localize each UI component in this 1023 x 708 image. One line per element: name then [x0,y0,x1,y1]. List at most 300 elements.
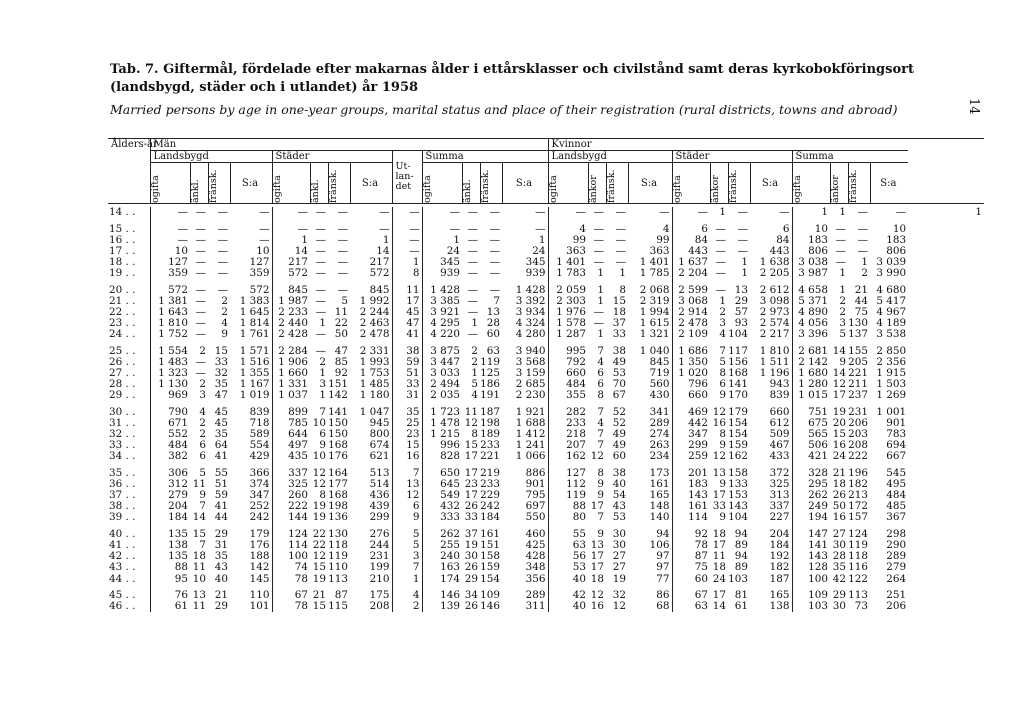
data-cell: 1 [792,207,830,218]
data-cell: 53 [548,562,588,573]
data-cell: 1 350 [672,357,710,368]
data-cell: 4 189 [876,317,907,330]
data-cell: 183 [886,233,907,246]
data-cell: 99 [656,233,670,246]
age-cell: 18 . . [109,256,136,269]
data-cell: 572 [272,268,310,279]
data-cell: 30 [832,538,847,551]
women-total-col-2-label: fränsk. [847,169,859,204]
data-cell: 184 [769,538,790,551]
data-cell: 184 [480,511,500,524]
data-cell: 14 [272,246,310,257]
data-cell: 4 890 [792,307,830,318]
data-cell: 2 [839,306,847,319]
data-cell: 153 [728,489,749,502]
data-cell: 560 [649,378,670,391]
data-cell: 2 428 [272,329,310,340]
data-cell: 33 [392,379,422,390]
data-cell: — [615,233,627,246]
data-cell: 163 [422,562,462,573]
data-cell: — [857,233,869,246]
data-cell: 154 [728,428,749,441]
data-cell: 313 [769,489,790,502]
data-cell: 146 [480,599,500,612]
data-cell: 1 554 [150,346,190,357]
data-cell: 218 [548,429,588,440]
data-cell: 40 [548,574,588,585]
data-cell: 6 [392,501,422,512]
women-total-col-0 [792,163,830,204]
data-cell: 1 331 [272,379,310,390]
data-cell: 1 993 [359,355,390,368]
data-cell: 5 [471,378,478,391]
data-cell: 8 [471,428,478,441]
data-cell: — [615,206,627,219]
women-rural-col-1 [588,163,606,204]
data-cell: 148 [649,500,670,513]
data-cell: 208 [369,599,390,612]
data-cell: 176 [249,538,270,551]
data-cell: 12 [712,450,727,463]
data-cell: 1 [538,233,546,246]
data-cell: — [217,206,228,219]
data-cell: 41 [214,450,228,463]
data-cell: 100 [792,574,830,585]
table-row [108,246,984,257]
data-cell: — [737,233,749,246]
data-cell: 175 [369,588,390,601]
data-cell: 24 [712,572,727,585]
women-rural-col-3-label: S:a [640,177,658,189]
data-cell: 719 [649,367,670,380]
data-cell: — [195,256,206,269]
age-cell: 30 . . [109,405,136,418]
data-cell: 124 [848,527,869,540]
data-cell: 3 921 [422,307,462,318]
data-cell: 572 [150,285,190,296]
data-cell: 341 [649,405,670,418]
data-cell: 22 [312,538,326,551]
data-cell: 1 688 [515,416,546,429]
data-cell: 233 [480,439,500,452]
data-cell: 35 [214,550,228,563]
data-cell: 161 [672,501,710,512]
data-cell: — [857,206,869,219]
data-cell: 14 [376,245,390,258]
data-cell: — [835,245,847,258]
data-cell: 29 [734,294,749,307]
data-cell: — [467,206,478,219]
data-cell: 37 [612,317,627,330]
data-cell: 40 [548,601,588,612]
data-cell: 467 [769,439,790,452]
data-cell: 89 [734,538,749,551]
data-cell: 2 681 [792,346,830,357]
data-cell: — [857,245,869,258]
data-cell: 81 [734,588,749,601]
data-cell: 45 [392,307,422,318]
data-cell: 2 284 [272,346,310,357]
table-row [108,562,984,573]
data-cell: 222 [272,501,310,512]
data-cell: 276 [369,527,390,540]
data-cell: 3 033 [422,368,462,379]
data-cell: 201 [672,468,710,479]
data-cell: — [315,283,326,296]
data-cell: 95 [150,574,190,585]
data-cell: 2 574 [759,317,790,330]
data-cell: 650 [422,468,462,479]
data-cell: 16 [832,511,847,524]
data-cell: 24 [532,245,546,258]
data-cell: 7 [199,500,206,513]
data-cell: 222 [848,450,869,463]
data-cell: — [672,207,710,218]
data-cell: 1 915 [876,367,907,380]
data-cell: 484 [150,440,190,451]
data-cell: 104 [728,511,749,524]
data-cell: 88 [150,562,190,573]
age-cell: 22 . . [109,306,136,319]
data-cell: 24 [832,450,847,463]
data-cell: 3 068 [672,296,710,307]
data-cell: 17 [712,489,727,502]
data-cell: 26 [464,500,478,513]
data-cell: 1 485 [359,378,390,391]
data-cell: 122 [848,572,869,585]
data-cell: 251 [886,588,907,601]
data-cell: 886 [525,466,546,479]
data-cell: 1 [619,267,627,280]
data-cell: 460 [525,527,546,540]
data-cell: 345 [422,257,462,268]
data-cell: 1 638 [759,256,790,269]
data-cell: 9 [839,355,847,368]
data-cell: 328 [792,468,830,479]
data-cell: 356 [525,572,546,585]
data-cell: 143 [672,490,710,501]
data-cell: 135 [150,529,190,540]
data-cell: 76 [150,590,190,601]
data-cell: 1 [597,283,605,296]
men-towns-col-0-label: ogifta [271,175,283,204]
data-cell: — [195,222,206,235]
data-cell: 139 [422,601,462,612]
data-cell: 645 [422,479,462,490]
women-rural-col-2 [606,163,628,204]
age-cell: 44 . . [109,572,136,585]
men-total-col-3 [502,163,548,204]
data-cell: 35 [832,561,847,574]
data-cell: 78 [672,540,710,551]
data-cell: 4 658 [792,285,830,296]
data-cell: 2 244 [359,306,390,319]
data-cell: 2 [319,355,326,368]
data-cell: — [315,267,326,280]
data-cell: 56 [548,551,588,562]
data-cell: 674 [369,439,390,452]
data-cell: 143 [728,500,749,513]
data-cell: 204 [769,527,790,540]
data-cell: 145 [249,572,270,585]
data-cell: — [467,294,478,307]
data-cell: 337 [769,500,790,513]
data-cell: 289 [649,416,670,429]
data-cell: 3 392 [515,294,546,307]
data-cell: 172 [848,500,869,513]
data-cell: — [467,245,478,258]
age-cell: 19 . . [109,267,136,280]
data-cell: 17 [464,489,478,502]
age-cell: 25 . . [109,344,136,357]
data-cell: 150 [328,416,348,429]
data-cell: 8 [319,489,326,502]
data-cell: — [593,306,605,319]
data-cell: 151 [480,538,500,551]
data-cell: — [272,207,310,218]
data-cell: 425 [525,538,546,551]
data-cell: — [489,256,500,269]
data-cell: — [895,206,907,219]
abroad-header: Ut-lan-det [392,151,422,204]
data-cell: 1 783 [548,268,588,279]
data-cell: — [593,317,605,330]
data-cell: 155 [848,344,869,357]
data-cell: 2 [199,378,206,391]
data-cell: 1 637 [672,257,710,268]
data-cell: — [835,222,847,235]
data-cell: 675 [792,418,830,429]
data-cell: 70 [612,378,627,391]
data-cell: 421 [792,451,830,462]
data-cell: 19 [312,511,326,524]
data-cell: 217 [369,256,390,269]
table-row [108,257,984,268]
data-cell: 156 [728,355,749,368]
data-cell: 203 [848,428,869,441]
data-cell: 7 [392,468,422,479]
data-cell: 10 [150,246,190,257]
women-towns-col-0-label: ogifta [671,175,683,204]
data-cell: 1 578 [548,318,588,329]
data-cell: 1 810 [759,344,790,357]
data-cell: 164 [328,466,348,479]
data-cell: 35 [392,407,422,418]
data-cell: — [548,207,588,218]
data-cell: — [195,245,206,258]
data-cell: 19 [312,500,326,513]
data-cell: 2 973 [759,306,790,319]
data-cell: 1 753 [359,367,390,380]
women-rural-col-2-label: fränsk. [605,169,617,204]
data-cell: — [337,245,348,258]
data-cell: 103 [728,572,749,585]
data-cell: 16 [590,599,605,612]
data-cell: — [489,283,500,296]
data-cell: — [593,256,605,269]
men-towns-col-0 [272,163,310,204]
data-cell: 112 [548,479,588,490]
age-cell: 32 . . [109,428,136,441]
data-cell: 2 [221,294,228,307]
data-cell: 15 [612,294,627,307]
data-cell: — [315,222,326,235]
men-rural-col-2-label: fränsk. [207,169,219,204]
data-cell: — [195,367,206,380]
data-cell: — [217,222,228,235]
data-cell: 206 [886,599,907,612]
data-cell: 15 [312,561,326,574]
data-cell: 11 [192,599,206,612]
data-cell: 52 [612,416,627,429]
data-cell: 135 [150,551,190,562]
data-cell: 428 [525,550,546,563]
data-cell: 4 680 [876,283,907,296]
age-cell: 45 . . [109,588,136,601]
data-cell: 144 [272,512,310,523]
data-cell: 1 [319,367,326,380]
data-cell: 800 [369,428,390,441]
data-cell: 154 [728,416,749,429]
data-cell: 1 [719,206,727,219]
data-cell: 192 [769,550,790,563]
data-cell: 26 [464,561,478,574]
data-cell: 9 [221,328,228,341]
data-cell: 1 037 [272,390,310,401]
data-cell: — [489,267,500,280]
data-cell: 147 [792,529,830,540]
data-cell: 1 [839,283,847,296]
data-cell: 50 [334,328,348,341]
data-cell: 231 [848,405,869,418]
data-cell: 9 [719,439,727,452]
data-cell: 589 [249,428,270,441]
data-cell: 41 [392,329,422,340]
data-cell: 2 494 [422,379,462,390]
table-row [108,235,984,246]
data-cell: 92 [334,367,348,380]
women-total-col-2 [848,163,870,204]
data-cell: 19 [832,405,847,418]
data-cell: 3 [199,389,206,402]
data-cell: 718 [249,416,270,429]
data-cell: 1 643 [150,307,190,318]
data-cell: 17 [590,500,605,513]
data-cell: 179 [249,527,270,540]
data-cell: 359 [249,267,270,280]
data-cell: 667 [886,450,907,463]
data-cell: 845 [272,285,310,296]
data-cell: 828 [422,451,462,462]
women-towns-col-0 [672,163,710,204]
age-cell: 28 . . [109,378,136,391]
data-cell: 9 [199,489,206,502]
data-cell: 12 [312,466,326,479]
data-cell: — [195,233,206,246]
data-cell: 289 [886,550,907,563]
data-cell: 16 [832,439,847,452]
data-cell: 259 [672,451,710,462]
data-cell: — [593,222,605,235]
data-cell: 2 356 [876,355,907,368]
data-cell: 142 [249,561,270,574]
data-cell: 2 [861,267,869,280]
data-cell: 3 987 [792,268,830,279]
data-cell: 11 [392,285,422,296]
data-cell: — [315,233,326,246]
data-cell: 198 [480,416,500,429]
data-cell: 53 [612,511,627,524]
women-towns-col-2-label: fränsk. [727,169,739,204]
data-cell: 60 [486,328,500,341]
data-cell: — [337,283,348,296]
data-cell: 348 [525,561,546,574]
data-cell: 2 068 [639,283,670,296]
data-cell: 92 [672,529,710,540]
data-cell: 6 [782,222,790,235]
data-cell: 9 [597,527,605,540]
data-cell: 839 [249,405,270,418]
data-cell: — [715,267,727,280]
data-cell: 7 [597,428,605,441]
data-cell: 355 [548,390,588,401]
data-cell: 1 [382,233,390,246]
data-cell: 506 [792,440,830,451]
data-cell: 6 [672,224,710,235]
data-cell: 660 [769,405,790,418]
data-cell: — [195,206,206,219]
data-cell: 97 [656,561,670,574]
data-cell: 3 [392,551,422,562]
data-cell: 12 [312,550,326,563]
data-cell: 13 [192,588,206,601]
data-cell: 995 [548,346,588,357]
data-cell: 2 142 [792,357,830,368]
data-cell: 6 [597,378,605,391]
data-cell: — [217,256,228,269]
age-cell: 23 . . [109,317,136,330]
data-cell: 127 [548,468,588,479]
data-cell: — [593,206,605,219]
data-cell: 113 [328,572,348,585]
data-cell: 12 [590,450,605,463]
data-cell: 17 [464,466,478,479]
data-cell: 939 [422,268,462,279]
data-cell: 32 [612,588,627,601]
data-cell: 33 [214,355,228,368]
data-cell: 97 [656,550,670,563]
data-cell: 73 [854,599,869,612]
data-cell: 2 035 [422,390,462,401]
table-row [108,224,984,235]
data-cell: 13 [486,306,500,319]
data-cell: — [615,245,627,258]
data-cell: 1 428 [515,283,546,296]
data-cell: 179 [728,405,749,418]
data-cell: 16 [392,451,422,462]
data-cell: 10 [192,572,206,585]
data-cell: 2 [471,355,478,368]
data-cell: 8 [619,283,627,296]
data-cell: 33 [612,328,627,341]
age-cell: 16 . . [109,233,136,246]
data-cell: — [315,206,326,219]
data-cell: — [779,206,790,219]
data-cell: 12 [712,405,727,418]
data-cell: 41 [214,500,228,513]
data-cell: 3 159 [515,367,546,380]
data-cell: 4 [548,224,588,235]
